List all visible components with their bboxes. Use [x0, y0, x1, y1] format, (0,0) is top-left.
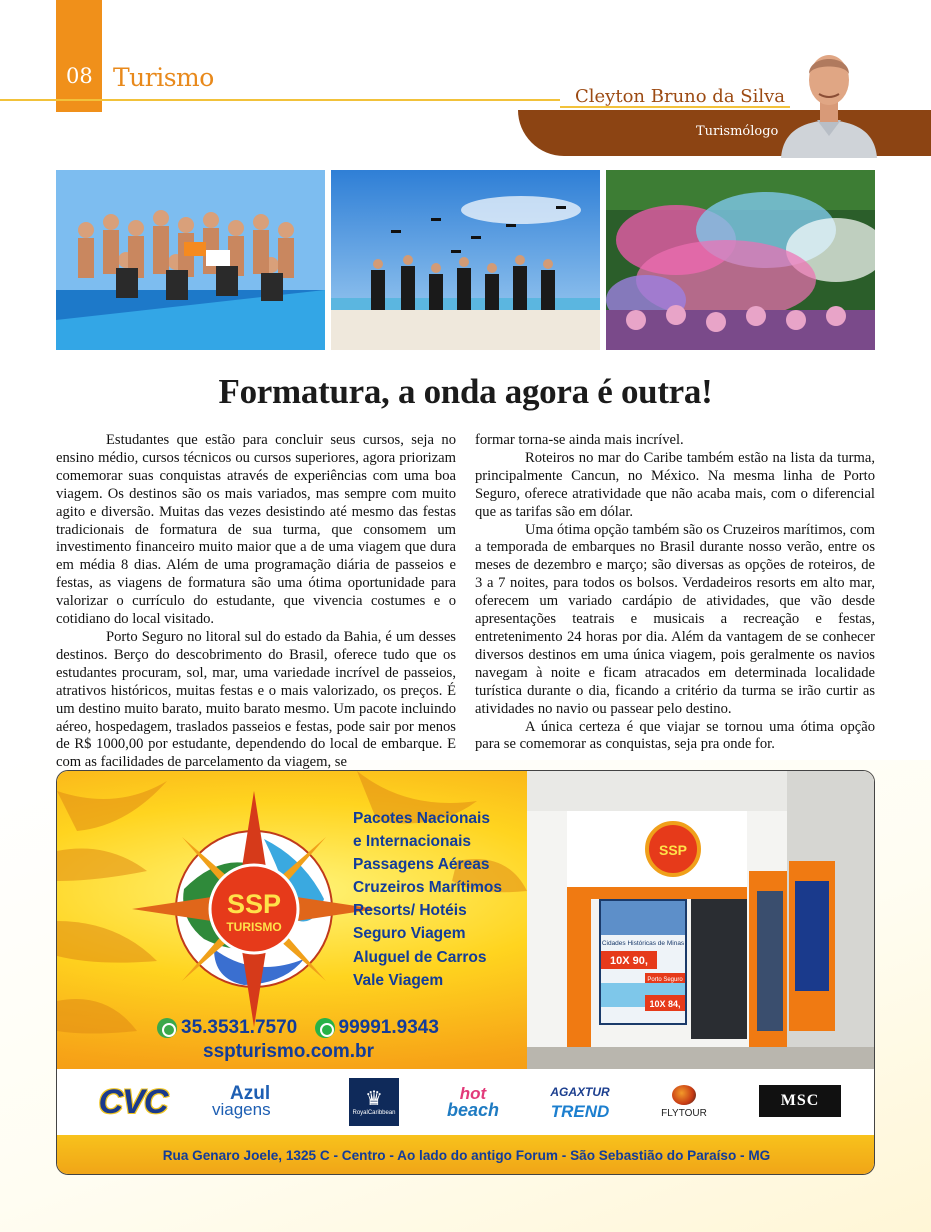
store-banner-title: Cidades Históricas de Minas	[601, 940, 685, 947]
service-item: Resorts/ Hotéis	[353, 902, 467, 920]
page-number: 08	[66, 64, 93, 88]
whatsapp-icon	[315, 1018, 335, 1038]
hot-beach-logo	[443, 1077, 503, 1127]
store-logo-text: SSP	[658, 842, 688, 858]
ssp-turismo-advertisement	[56, 770, 875, 1175]
flytour-logo-text: FLYTOUR	[661, 1108, 707, 1119]
azul-logo-text: Azul	[230, 1083, 271, 1104]
royal-caribbean-logo	[349, 1078, 399, 1126]
photo-group-boat	[56, 170, 325, 350]
agaxtur-logo-text: AGAXTUR	[550, 1085, 610, 1099]
service-item: e Internacionais	[353, 833, 472, 851]
article-column-right	[475, 432, 875, 754]
article-column-left	[56, 432, 456, 772]
ssp-compass-logo	[127, 789, 382, 1029]
service-item: Passagens Aéreas	[353, 856, 490, 874]
crown-icon: ♛	[365, 1088, 383, 1110]
msc-logo: MSC	[759, 1085, 841, 1117]
phone-icon	[157, 1018, 177, 1038]
service-item: Cruzeiros Marítimos	[353, 879, 503, 897]
author-name: Cleyton Bruno da Silva	[575, 86, 786, 107]
beach-logo-text: beach	[446, 1100, 500, 1120]
store-price-1: 10X 90,	[610, 955, 648, 967]
service-item: Pacotes Nacionais	[353, 810, 490, 827]
page-number-tab	[56, 0, 102, 112]
store-address: Rua Genaro Joele, 1325 C - Centro - Ao lado do antigo Forum - São Sebastião do Paraíso - MG	[57, 1135, 875, 1175]
store-price-2: 10X 84,	[649, 999, 681, 1009]
contact-numbers	[157, 1017, 439, 1044]
store-banner-porto-seguro: Porto Seguro	[647, 977, 683, 983]
author-photo	[779, 40, 879, 158]
services-list	[353, 807, 502, 992]
viagens-logo-text: viagens	[212, 1100, 271, 1119]
trend-logo-text: TREND	[550, 1102, 610, 1121]
header-rule	[0, 99, 560, 101]
photo-graduation-beach	[331, 170, 600, 350]
section-title: Turismo	[113, 63, 214, 92]
phone-number: 35.3531.7570	[181, 1017, 298, 1038]
ssp-logo-line1: SSP	[226, 889, 282, 919]
service-item: Vale Viagem	[353, 971, 444, 989]
article-paragraph: A única certeza é que viajar se tornou uma ótima opção para se comemorar as conquistas, seja pra onde for.	[475, 718, 875, 753]
flytour-logo	[649, 1077, 719, 1127]
article-paragraph: Estudantes que estão para concluir seus cursos, seja no ensino médio, cursos técnicos ou cursos superiores, agora priorizam comemorar suas conquistas através de experiências com uma boa viagem. Os destinos são os mais variados, mas sempre com muito agito e diversão. Muitas das vezes desistindo até mesmo das festas tradicionais de formatura de sua turma, que consomem um investimento financeiro muito maior que a de uma viagem que dura em média 8 dias. Além de uma programação diária de passeios e festas, as viagens de formatura são uma ótima oportunidade para valorizar o currículo do estudante, que vivencia costumes e o cotidiano do local visitado.	[56, 432, 456, 628]
storefront-photo	[527, 771, 875, 1069]
article-paragraph: Roteiros no mar do Caribe também estão na lista da turma, principalmente Cancun, no México. Na mesma linha de Porto Seguro, oferece atratividade que não acaba mais, com o diferencial que as tarifas são em dólar.	[475, 449, 875, 520]
article-paragraph: Uma ótima opção também são os Cruzeiros marítimos, com a temporada de embarques no Brasil durante nosso verão, entre os meses de dezembro e março; são diversas as opções de roteiros, de 3 a 7 noites, para todos os bolsos. Verdadeiros resorts em alto mar, oferecem um variado cardápio de atividades, que vão desde apresentações teatrais e musicais a recreação e festas, entretenimento 24 horas por dia. Além da vantagem de se conhecer diversos destinos em uma única viagem, pois geralmente os navios navegam à noite e ficam atracados em determinada localidade turística durante o dia, ficando a critério da turma se irão curtir as atividades no navio ou passear pelo destino.	[475, 521, 875, 717]
service-item: Aluguel de Carros	[353, 948, 487, 966]
royal-caribbean-text: RoyalCaribbean	[352, 1110, 396, 1116]
partner-logos-strip	[57, 1069, 875, 1135]
azul-viagens-logo	[212, 1077, 312, 1127]
whatsapp-number: 99991.9343	[338, 1017, 439, 1038]
article-paragraph: Porto Seguro no litoral sul do estado da Bahia, é um desses destinos. Berço do descobrimento do Brasil, oferece tudo que os estudantes procuram, sol, mar, uma variedade incrível de passeios, atrativos históricos, muitas festas e o mais valorizado, os preços. É um destino muito barato, muito barato mesmo. Um pacote incluindo aéreo, hospedagem, traslados passeios e festas, pode sair por menos de R$ 1000,00 por estudante, dependendo do local de embarque. E com as facilidades de parcelamento da viagem, se	[56, 628, 456, 771]
article-paragraph-continued: formar torna-se ainda mais incrível.	[475, 432, 684, 448]
flytour-mark-icon	[672, 1085, 696, 1105]
agaxtur-trend-logo	[545, 1077, 615, 1127]
photo-color-party	[606, 170, 875, 350]
article-headline: Formatura, a onda agora é outra!	[218, 372, 713, 411]
hot-logo-text: hot	[459, 1084, 487, 1103]
service-item: Seguro Viagem	[353, 925, 466, 943]
ssp-logo-line2: TURISMO	[226, 920, 282, 934]
author-role: Turismólogo	[696, 124, 779, 139]
website-url: sspturismo.com.br	[203, 1041, 375, 1062]
cvc-logo: CVC	[98, 1082, 168, 1121]
